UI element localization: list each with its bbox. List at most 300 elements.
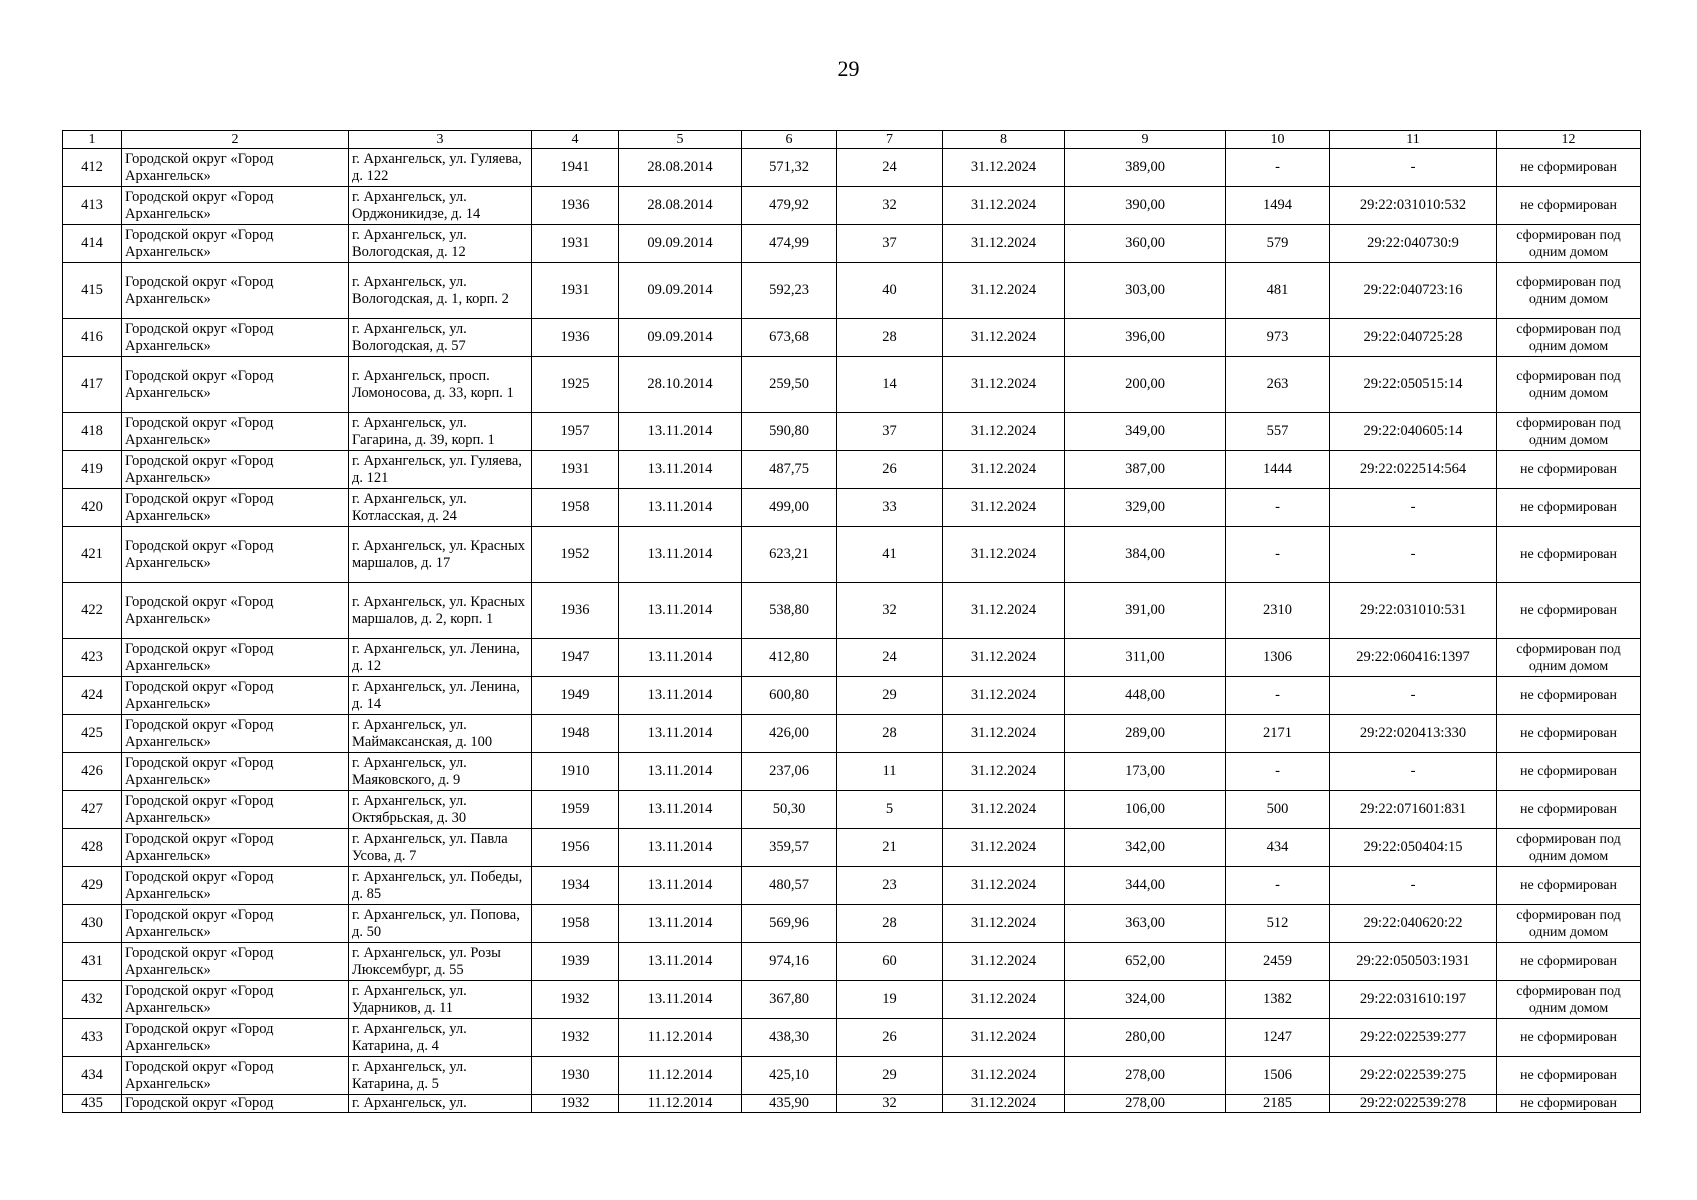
owner-cell: Городской округ «Город Архангельск»	[122, 413, 349, 451]
table-row	[63, 753, 1641, 791]
row-number-cell: 419	[63, 451, 122, 489]
address-cell: г. Архангельск, ул. Красных маршалов, д. 17	[349, 527, 532, 583]
residents-cell: 37	[837, 413, 943, 451]
table-row	[63, 489, 1641, 527]
area2-cell: 289,00	[1065, 715, 1226, 753]
owner-cell: Городской округ «Город Архангельск»	[122, 225, 349, 263]
year-cell: 1941	[532, 149, 619, 187]
status-cell: сформирован под одним домом	[1497, 981, 1641, 1019]
address-cell: г. Архангельск, ул. Катарина, д. 4	[349, 1019, 532, 1057]
table-row	[63, 583, 1641, 639]
year-cell: 1910	[532, 753, 619, 791]
address-cell: г. Архангельск, ул. Попова, д. 50	[349, 905, 532, 943]
year-cell: 1931	[532, 225, 619, 263]
column-header: 3	[349, 131, 532, 149]
cadastral-cell: 29:22:020413:330	[1330, 715, 1497, 753]
table-row	[63, 1095, 1641, 1113]
owner-cell: Городской округ «Город Архангельск»	[122, 829, 349, 867]
date-cell: 28.08.2014	[619, 149, 742, 187]
area-cell: 359,57	[742, 829, 837, 867]
lot-cell: -	[1226, 489, 1330, 527]
residents-cell: 24	[837, 639, 943, 677]
column-header: 7	[837, 131, 943, 149]
date-cell: 13.11.2014	[619, 639, 742, 677]
area2-cell: 278,00	[1065, 1095, 1226, 1113]
table-row	[63, 263, 1641, 319]
deadline-cell: 31.12.2024	[943, 263, 1065, 319]
column-header: 2	[122, 131, 349, 149]
date-cell: 09.09.2014	[619, 319, 742, 357]
cadastral-cell: 29:22:040605:14	[1330, 413, 1497, 451]
cadastral-cell: 29:22:022539:277	[1330, 1019, 1497, 1057]
area-cell: 435,90	[742, 1095, 837, 1113]
owner-cell: Городской округ «Город Архангельск»	[122, 527, 349, 583]
area2-cell: 391,00	[1065, 583, 1226, 639]
area2-cell: 384,00	[1065, 527, 1226, 583]
address-cell: г. Архангельск, ул. Гуляева, д. 122	[349, 149, 532, 187]
column-header: 9	[1065, 131, 1226, 149]
area-cell: 412,80	[742, 639, 837, 677]
date-cell: 13.11.2014	[619, 451, 742, 489]
deadline-cell: 31.12.2024	[943, 753, 1065, 791]
year-cell: 1930	[532, 1057, 619, 1095]
area-cell: 259,50	[742, 357, 837, 413]
deadline-cell: 31.12.2024	[943, 1095, 1065, 1113]
row-number-cell: 412	[63, 149, 122, 187]
row-number-cell: 416	[63, 319, 122, 357]
address-cell: г. Архангельск, ул. Ударников, д. 11	[349, 981, 532, 1019]
date-cell: 09.09.2014	[619, 263, 742, 319]
deadline-cell: 31.12.2024	[943, 1019, 1065, 1057]
address-cell: г. Архангельск, ул. Красных маршалов, д. 2, корп. 1	[349, 583, 532, 639]
area-cell: 480,57	[742, 867, 837, 905]
deadline-cell: 31.12.2024	[943, 583, 1065, 639]
table-row	[63, 639, 1641, 677]
row-number-cell: 421	[63, 527, 122, 583]
area-cell: 600,80	[742, 677, 837, 715]
area2-cell: 390,00	[1065, 187, 1226, 225]
deadline-cell: 31.12.2024	[943, 413, 1065, 451]
residents-cell: 5	[837, 791, 943, 829]
lot-cell: -	[1226, 753, 1330, 791]
area-cell: 592,23	[742, 263, 837, 319]
year-cell: 1932	[532, 1095, 619, 1113]
area2-cell: 363,00	[1065, 905, 1226, 943]
data-table	[62, 130, 1641, 1113]
table-row	[63, 225, 1641, 263]
lot-cell: 1247	[1226, 1019, 1330, 1057]
cadastral-cell: 29:22:040725:28	[1330, 319, 1497, 357]
year-cell: 1936	[532, 319, 619, 357]
row-number-cell: 426	[63, 753, 122, 791]
cadastral-cell: 29:22:031010:531	[1330, 583, 1497, 639]
year-cell: 1956	[532, 829, 619, 867]
address-cell: г. Архангельск, ул. Маяковского, д. 9	[349, 753, 532, 791]
row-number-cell: 428	[63, 829, 122, 867]
address-cell: г. Архангельск, ул. Победы, д. 85	[349, 867, 532, 905]
status-cell: сформирован под одним домом	[1497, 413, 1641, 451]
owner-cell: Городской округ «Город Архангельск»	[122, 753, 349, 791]
area2-cell: 387,00	[1065, 451, 1226, 489]
status-cell: не сформирован	[1497, 1057, 1641, 1095]
cadastral-cell: 29:22:050503:1931	[1330, 943, 1497, 981]
table-body	[63, 149, 1641, 1113]
deadline-cell: 31.12.2024	[943, 943, 1065, 981]
table-row	[63, 677, 1641, 715]
lot-cell: 500	[1226, 791, 1330, 829]
owner-cell: Городской округ «Город Архангельск»	[122, 1057, 349, 1095]
status-cell: не сформирован	[1497, 791, 1641, 829]
row-number-cell: 429	[63, 867, 122, 905]
row-number-cell: 420	[63, 489, 122, 527]
table-row	[63, 715, 1641, 753]
year-cell: 1947	[532, 639, 619, 677]
lot-cell: -	[1226, 527, 1330, 583]
year-cell: 1959	[532, 791, 619, 829]
lot-cell: 1444	[1226, 451, 1330, 489]
deadline-cell: 31.12.2024	[943, 451, 1065, 489]
address-cell: г. Архангельск, ул.	[349, 1095, 532, 1113]
address-cell: г. Архангельск, ул. Котласская, д. 24	[349, 489, 532, 527]
residents-cell: 28	[837, 715, 943, 753]
status-cell: сформирован под одним домом	[1497, 639, 1641, 677]
cadastral-cell: 29:22:022539:278	[1330, 1095, 1497, 1113]
lot-cell: 579	[1226, 225, 1330, 263]
column-header: 11	[1330, 131, 1497, 149]
lot-cell: 557	[1226, 413, 1330, 451]
area2-cell: 396,00	[1065, 319, 1226, 357]
area2-cell: 278,00	[1065, 1057, 1226, 1095]
date-cell: 11.12.2014	[619, 1095, 742, 1113]
owner-cell: Городской округ «Город Архангельск»	[122, 1019, 349, 1057]
row-number-cell: 413	[63, 187, 122, 225]
cadastral-cell: -	[1330, 753, 1497, 791]
date-cell: 13.11.2014	[619, 677, 742, 715]
date-cell: 13.11.2014	[619, 867, 742, 905]
area-cell: 438,30	[742, 1019, 837, 1057]
cadastral-cell: -	[1330, 677, 1497, 715]
date-cell: 11.12.2014	[619, 1019, 742, 1057]
year-cell: 1939	[532, 943, 619, 981]
residents-cell: 29	[837, 677, 943, 715]
owner-cell: Городской округ «Город Архангельск»	[122, 905, 349, 943]
row-number-cell: 427	[63, 791, 122, 829]
residents-cell: 41	[837, 527, 943, 583]
date-cell: 11.12.2014	[619, 1057, 742, 1095]
owner-cell: Городской округ «Город Архангельск»	[122, 451, 349, 489]
lot-cell: 1306	[1226, 639, 1330, 677]
row-number-cell: 433	[63, 1019, 122, 1057]
residents-cell: 40	[837, 263, 943, 319]
row-number-cell: 415	[63, 263, 122, 319]
year-cell: 1936	[532, 583, 619, 639]
area-cell: 623,21	[742, 527, 837, 583]
address-cell: г. Архангельск, ул. Павла Усова, д. 7	[349, 829, 532, 867]
status-cell: сформирован под одним домом	[1497, 829, 1641, 867]
table-row	[63, 943, 1641, 981]
row-number-cell: 424	[63, 677, 122, 715]
deadline-cell: 31.12.2024	[943, 1057, 1065, 1095]
lot-cell: -	[1226, 867, 1330, 905]
owner-cell: Городской округ «Город Архангельск»	[122, 677, 349, 715]
date-cell: 28.08.2014	[619, 187, 742, 225]
deadline-cell: 31.12.2024	[943, 829, 1065, 867]
year-cell: 1934	[532, 867, 619, 905]
row-number-cell: 435	[63, 1095, 122, 1113]
cadastral-cell: 29:22:022514:564	[1330, 451, 1497, 489]
page-number: 29	[837, 56, 860, 81]
date-cell: 13.11.2014	[619, 527, 742, 583]
address-cell: г. Архангельск, ул. Вологодская, д. 1, корп. 2	[349, 263, 532, 319]
lot-cell: 2459	[1226, 943, 1330, 981]
residents-cell: 19	[837, 981, 943, 1019]
area-cell: 474,99	[742, 225, 837, 263]
deadline-cell: 31.12.2024	[943, 905, 1065, 943]
deadline-cell: 31.12.2024	[943, 981, 1065, 1019]
date-cell: 28.10.2014	[619, 357, 742, 413]
lot-cell: 263	[1226, 357, 1330, 413]
cadastral-cell: -	[1330, 527, 1497, 583]
date-cell: 13.11.2014	[619, 583, 742, 639]
year-cell: 1931	[532, 451, 619, 489]
area-cell: 367,80	[742, 981, 837, 1019]
cadastral-cell: 29:22:040620:22	[1330, 905, 1497, 943]
status-cell: не сформирован	[1497, 149, 1641, 187]
owner-cell: Городской округ «Город Архангельск»	[122, 149, 349, 187]
column-header-row	[63, 131, 1641, 149]
status-cell: не сформирован	[1497, 489, 1641, 527]
row-number-cell: 434	[63, 1057, 122, 1095]
address-cell: г. Архангельск, ул. Октябрьская, д. 30	[349, 791, 532, 829]
year-cell: 1958	[532, 489, 619, 527]
status-cell: не сформирован	[1497, 943, 1641, 981]
owner-cell: Городской округ «Город Архангельск»	[122, 715, 349, 753]
residents-cell: 11	[837, 753, 943, 791]
row-number-cell: 418	[63, 413, 122, 451]
area-cell: 426,00	[742, 715, 837, 753]
residents-cell: 37	[837, 225, 943, 263]
table-row	[63, 791, 1641, 829]
deadline-cell: 31.12.2024	[943, 639, 1065, 677]
address-cell: г. Архангельск, ул. Вологодская, д. 57	[349, 319, 532, 357]
address-cell: г. Архангельск, ул. Розы Люксембург, д. 55	[349, 943, 532, 981]
table-row	[63, 981, 1641, 1019]
date-cell: 13.11.2014	[619, 715, 742, 753]
row-number-cell: 414	[63, 225, 122, 263]
residents-cell: 26	[837, 451, 943, 489]
residents-cell: 60	[837, 943, 943, 981]
owner-cell: Городской округ «Город Архангельск»	[122, 981, 349, 1019]
deadline-cell: 31.12.2024	[943, 867, 1065, 905]
address-cell: г. Архангельск, ул. Гагарина, д. 39, корп. 1	[349, 413, 532, 451]
status-cell: не сформирован	[1497, 1019, 1641, 1057]
row-number-cell: 430	[63, 905, 122, 943]
deadline-cell: 31.12.2024	[943, 319, 1065, 357]
status-cell: не сформирован	[1497, 753, 1641, 791]
status-cell: не сформирован	[1497, 187, 1641, 225]
date-cell: 13.11.2014	[619, 413, 742, 451]
cadastral-cell: 29:22:040730:9	[1330, 225, 1497, 263]
lot-cell: 1506	[1226, 1057, 1330, 1095]
address-cell: г. Архангельск, ул. Ленина, д. 12	[349, 639, 532, 677]
area2-cell: 106,00	[1065, 791, 1226, 829]
status-cell: не сформирован	[1497, 867, 1641, 905]
lot-cell: 2310	[1226, 583, 1330, 639]
year-cell: 1952	[532, 527, 619, 583]
residents-cell: 24	[837, 149, 943, 187]
area2-cell: 311,00	[1065, 639, 1226, 677]
area2-cell: 389,00	[1065, 149, 1226, 187]
deadline-cell: 31.12.2024	[943, 149, 1065, 187]
residents-cell: 32	[837, 1095, 943, 1113]
cadastral-cell: -	[1330, 149, 1497, 187]
area-cell: 50,30	[742, 791, 837, 829]
owner-cell: Городской округ «Город Архангельск»	[122, 639, 349, 677]
area2-cell: 652,00	[1065, 943, 1226, 981]
area2-cell: 344,00	[1065, 867, 1226, 905]
status-cell: сформирован под одним домом	[1497, 905, 1641, 943]
cadastral-cell: 29:22:031010:532	[1330, 187, 1497, 225]
row-number-cell: 431	[63, 943, 122, 981]
residents-cell: 14	[837, 357, 943, 413]
status-cell: не сформирован	[1497, 583, 1641, 639]
column-header: 12	[1497, 131, 1641, 149]
table-row	[63, 451, 1641, 489]
area-cell: 538,80	[742, 583, 837, 639]
year-cell: 1957	[532, 413, 619, 451]
lot-cell: 481	[1226, 263, 1330, 319]
area-cell: 487,75	[742, 451, 837, 489]
lot-cell: -	[1226, 149, 1330, 187]
cadastral-cell: 29:22:022539:275	[1330, 1057, 1497, 1095]
owner-cell: Городской округ «Город Архангельск»	[122, 489, 349, 527]
table-row	[63, 413, 1641, 451]
address-cell: г. Архангельск, ул. Ленина, д. 14	[349, 677, 532, 715]
owner-cell: Городской округ «Город Архангельск»	[122, 867, 349, 905]
row-number-cell: 422	[63, 583, 122, 639]
residents-cell: 26	[837, 1019, 943, 1057]
area-cell: 569,96	[742, 905, 837, 943]
status-cell: не сформирован	[1497, 715, 1641, 753]
table-row	[63, 149, 1641, 187]
date-cell: 09.09.2014	[619, 225, 742, 263]
address-cell: г. Архангельск, ул. Орджоникидзе, д. 14	[349, 187, 532, 225]
cadastral-cell: 29:22:040723:16	[1330, 263, 1497, 319]
year-cell: 1936	[532, 187, 619, 225]
cadastral-cell: 29:22:031610:197	[1330, 981, 1497, 1019]
owner-cell: Городской округ «Город Архангельск»	[122, 943, 349, 981]
area-cell: 425,10	[742, 1057, 837, 1095]
deadline-cell: 31.12.2024	[943, 489, 1065, 527]
address-cell: г. Архангельск, ул. Гуляева, д. 121	[349, 451, 532, 489]
residents-cell: 28	[837, 905, 943, 943]
residents-cell: 29	[837, 1057, 943, 1095]
date-cell: 13.11.2014	[619, 791, 742, 829]
lot-cell: -	[1226, 677, 1330, 715]
lot-cell: 434	[1226, 829, 1330, 867]
deadline-cell: 31.12.2024	[943, 357, 1065, 413]
lot-cell: 512	[1226, 905, 1330, 943]
area2-cell: 200,00	[1065, 357, 1226, 413]
column-header: 5	[619, 131, 742, 149]
owner-cell: Городской округ «Город Архангельск»	[122, 357, 349, 413]
table-row	[63, 319, 1641, 357]
column-header: 1	[63, 131, 122, 149]
year-cell: 1948	[532, 715, 619, 753]
cadastral-cell: 29:22:050404:15	[1330, 829, 1497, 867]
data-table-container	[62, 130, 1641, 1113]
residents-cell: 32	[837, 583, 943, 639]
owner-cell: Городской округ «Город Архангельск»	[122, 187, 349, 225]
deadline-cell: 31.12.2024	[943, 527, 1065, 583]
deadline-cell: 31.12.2024	[943, 225, 1065, 263]
area2-cell: 303,00	[1065, 263, 1226, 319]
table-row	[63, 867, 1641, 905]
row-number-cell: 425	[63, 715, 122, 753]
status-cell: сформирован под одним домом	[1497, 357, 1641, 413]
area2-cell: 329,00	[1065, 489, 1226, 527]
status-cell: не сформирован	[1497, 1095, 1641, 1113]
area-cell: 571,32	[742, 149, 837, 187]
cadastral-cell: -	[1330, 489, 1497, 527]
area-cell: 673,68	[742, 319, 837, 357]
area-cell: 479,92	[742, 187, 837, 225]
deadline-cell: 31.12.2024	[943, 187, 1065, 225]
status-cell: сформирован под одним домом	[1497, 319, 1641, 357]
table-row	[63, 1057, 1641, 1095]
area2-cell: 360,00	[1065, 225, 1226, 263]
year-cell: 1932	[532, 1019, 619, 1057]
column-header: 8	[943, 131, 1065, 149]
date-cell: 13.11.2014	[619, 905, 742, 943]
column-header: 6	[742, 131, 837, 149]
area2-cell: 173,00	[1065, 753, 1226, 791]
address-cell: г. Архангельск, ул. Катарина, д. 5	[349, 1057, 532, 1095]
owner-cell: Городской округ «Город Архангельск»	[122, 263, 349, 319]
row-number-cell: 423	[63, 639, 122, 677]
area-cell: 237,06	[742, 753, 837, 791]
deadline-cell: 31.12.2024	[943, 677, 1065, 715]
table-row	[63, 527, 1641, 583]
residents-cell: 28	[837, 319, 943, 357]
year-cell: 1949	[532, 677, 619, 715]
lot-cell: 2185	[1226, 1095, 1330, 1113]
area-cell: 974,16	[742, 943, 837, 981]
year-cell: 1932	[532, 981, 619, 1019]
deadline-cell: 31.12.2024	[943, 715, 1065, 753]
date-cell: 13.11.2014	[619, 489, 742, 527]
date-cell: 13.11.2014	[619, 829, 742, 867]
table-row	[63, 1019, 1641, 1057]
year-cell: 1925	[532, 357, 619, 413]
owner-cell: Городской округ «Город Архангельск»	[122, 319, 349, 357]
table-row	[63, 905, 1641, 943]
lot-cell: 1494	[1226, 187, 1330, 225]
date-cell: 13.11.2014	[619, 753, 742, 791]
status-cell: сформирован под одним домом	[1497, 263, 1641, 319]
deadline-cell: 31.12.2024	[943, 791, 1065, 829]
residents-cell: 32	[837, 187, 943, 225]
area2-cell: 448,00	[1065, 677, 1226, 715]
cadastral-cell: -	[1330, 867, 1497, 905]
year-cell: 1958	[532, 905, 619, 943]
row-number-cell: 417	[63, 357, 122, 413]
column-header: 10	[1226, 131, 1330, 149]
owner-cell: Городской округ «Город Архангельск»	[122, 583, 349, 639]
row-number-cell: 432	[63, 981, 122, 1019]
date-cell: 13.11.2014	[619, 981, 742, 1019]
area-cell: 590,80	[742, 413, 837, 451]
